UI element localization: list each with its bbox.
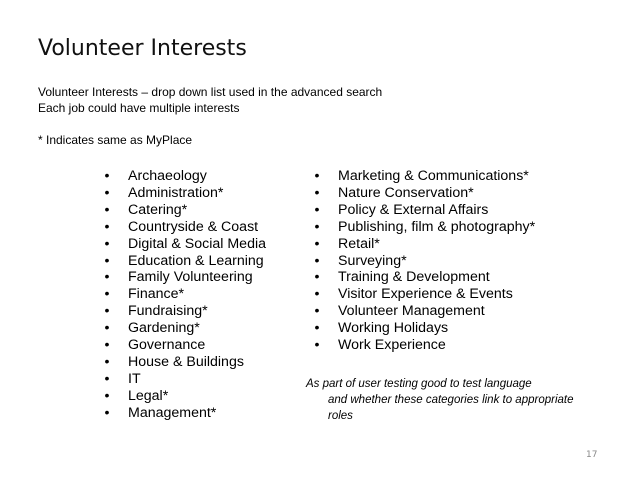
interest-label: Administration* [128, 184, 224, 201]
interest-item [102, 405, 266, 422]
bullet-icon: • [314, 337, 320, 354]
interest-label: IT [128, 370, 141, 387]
interest-label: Fundraising* [128, 303, 208, 320]
bullet-icon: • [104, 168, 110, 184]
interest-item [312, 337, 535, 354]
interests-list-right [312, 168, 535, 354]
intro-text [38, 84, 458, 148]
interest-label: Family Volunteering [128, 269, 253, 286]
interest-label: Nature Conservation* [338, 184, 474, 201]
bullet-icon: • [104, 252, 110, 269]
footnote: * Indicates same as MyPlace [38, 133, 193, 147]
interest-item [102, 320, 266, 337]
bullet-icon: • [314, 320, 320, 337]
bullet-icon: • [104, 184, 110, 201]
interest-item [102, 388, 266, 405]
interest-item [102, 354, 266, 371]
testing-note-first-line: As part of user testing good to test language [306, 378, 532, 390]
slide-number: 17 [586, 450, 598, 460]
bullet-icon: • [314, 286, 320, 303]
interest-item [102, 303, 266, 320]
bullet-icon: • [314, 168, 320, 184]
interest-item [102, 236, 266, 253]
interest-label: Policy & External Affairs [338, 201, 489, 218]
interest-label: Work Experience [338, 337, 446, 354]
interest-label: Marketing & Communications* [338, 168, 529, 184]
bullet-icon: • [104, 320, 110, 337]
bullet-icon: • [104, 387, 110, 404]
interest-item [312, 236, 535, 253]
bullet-icon: • [314, 269, 320, 286]
interest-item [102, 185, 266, 202]
bullet-icon: • [104, 337, 110, 354]
bullet-icon: • [314, 235, 320, 252]
interest-item [312, 219, 535, 236]
bullet-icon: • [104, 303, 110, 320]
interest-item [312, 286, 535, 303]
bullet-icon: • [314, 218, 320, 235]
interest-item [102, 253, 266, 270]
interest-label: Finance* [128, 286, 184, 303]
interest-item [102, 286, 266, 303]
interest-item [312, 202, 535, 219]
interest-item [312, 320, 535, 337]
interest-label: Working Holidays [338, 320, 449, 337]
bullet-icon: • [104, 286, 110, 303]
bullet-icon: • [314, 184, 320, 201]
interest-label: Volunteer Management [338, 303, 485, 320]
bullet-icon: • [104, 235, 110, 252]
bullet-icon: • [314, 201, 320, 218]
interest-item [102, 269, 266, 286]
intro-line: Volunteer Interests – drop down list used in the advanced search [38, 85, 383, 99]
interest-label: Legal* [128, 387, 169, 404]
interest-item [102, 371, 266, 388]
interest-item [312, 253, 535, 270]
interest-item [102, 168, 266, 185]
interest-label: House & Buildings [128, 353, 244, 370]
interest-item [312, 185, 535, 202]
bullet-icon: • [104, 404, 110, 421]
bullet-icon: • [104, 201, 110, 218]
interest-label: Archaeology [128, 168, 207, 184]
interest-label: Gardening* [128, 320, 200, 337]
interest-item [102, 202, 266, 219]
bullet-icon: • [314, 303, 320, 320]
interest-label: Retail* [338, 235, 380, 252]
interest-label: Visitor Experience & Events [338, 286, 513, 303]
interest-label: Catering* [128, 201, 188, 218]
interest-label: Training & Development [338, 269, 490, 286]
interest-label: Governance [128, 337, 206, 354]
interest-label: Digital & Social Media [128, 235, 266, 252]
interest-item [312, 303, 535, 320]
testing-note-rest: and whether these categories link to appropriate roles [328, 394, 574, 422]
bullet-icon: • [104, 370, 110, 387]
bullet-icon: • [104, 353, 110, 370]
interests-list-left [102, 168, 266, 422]
interest-item [312, 269, 535, 286]
interest-label: Education & Learning [128, 252, 264, 269]
bullet-icon: • [104, 218, 110, 235]
interest-label: Publishing, film & photography* [338, 218, 536, 235]
testing-note [306, 376, 576, 424]
interest-item [102, 219, 266, 236]
bullet-icon: • [104, 269, 110, 286]
interest-item [102, 337, 266, 354]
slide-title: Volunteer Interests [38, 36, 247, 61]
intro-line: Each job could have multiple interests [38, 101, 240, 115]
bullet-icon: • [314, 252, 320, 269]
interest-item [312, 168, 535, 185]
interest-label: Surveying* [338, 252, 407, 269]
interest-label: Countryside & Coast [128, 218, 259, 235]
interest-label: Management* [128, 404, 217, 421]
